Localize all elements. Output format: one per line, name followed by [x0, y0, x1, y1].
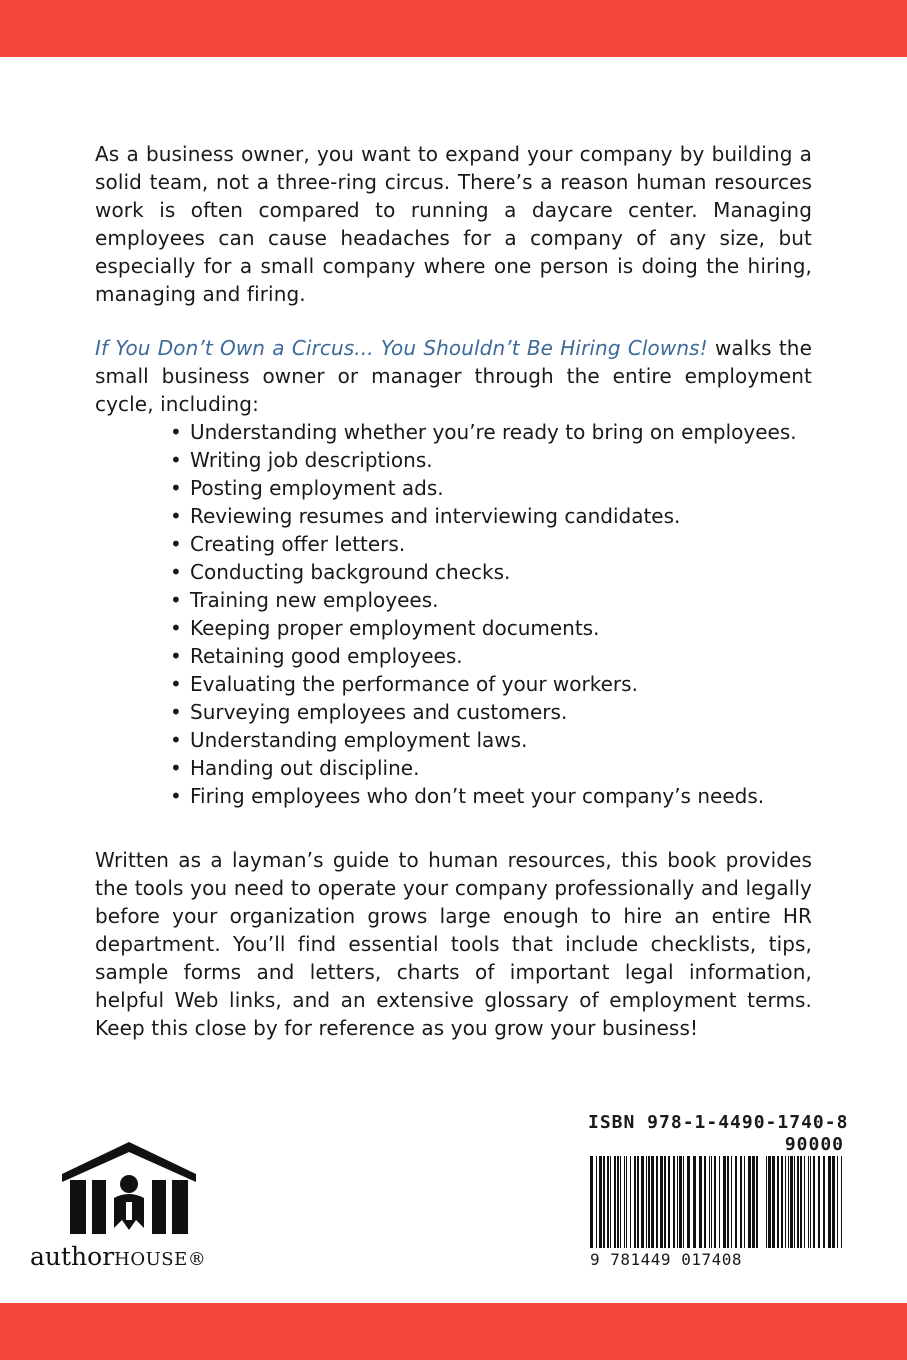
barcode-bar — [687, 1156, 690, 1248]
bullet-text: Evaluating the performance of your workers. — [190, 672, 638, 696]
bullet-text: Retaining good employees. — [190, 644, 463, 668]
barcode-bar — [610, 1156, 611, 1248]
lead-rest-text: walks the small business owner or manager through the entire employment cycle, including: — [95, 336, 812, 416]
isbn-barcode-block — [588, 1112, 848, 1272]
barcode-bar — [664, 1156, 666, 1248]
barcode-bar — [590, 1156, 593, 1248]
bullet-item — [170, 502, 812, 530]
barcode-bar — [677, 1156, 678, 1248]
barcode-bar — [735, 1156, 737, 1248]
intro-paragraph: As a business owner, you want to expand your company by building a solid team, not a three-ring circus. There’s a reason human resources work is often compared to running a daycare center. Managing employees can cause headaches for a company of any size, but especially for a small company where one person is doing the hiring, managing and firing. — [95, 142, 812, 306]
barcode-bar — [668, 1156, 670, 1248]
bullet-item — [170, 586, 812, 614]
barcode-bar — [704, 1156, 706, 1248]
bullet-item — [170, 642, 812, 670]
barcode-bar — [794, 1156, 795, 1248]
registered-mark: ® — [187, 1249, 207, 1270]
house-book-icon — [58, 1140, 200, 1236]
isbn-number: ISBN 978-1-4490-1740-8 — [588, 1112, 849, 1133]
barcode-bar — [641, 1156, 644, 1248]
bullet-dot: • — [170, 644, 182, 668]
bullet-text: Keeping proper employment documents. — [190, 616, 600, 640]
barcode-bar — [766, 1156, 767, 1248]
topic-bullet-list — [95, 418, 812, 810]
barcode-bar — [837, 1156, 838, 1248]
barcode-bar — [714, 1156, 716, 1248]
barcode-bar — [626, 1156, 627, 1248]
bullet-text: Posting employment ads. — [190, 476, 444, 500]
barcode-bar — [785, 1156, 786, 1248]
bullet-item — [170, 754, 812, 782]
barcode-bar — [620, 1156, 621, 1248]
barcode-bar — [599, 1156, 602, 1248]
bullet-dot: • — [170, 420, 182, 444]
barcode-bar — [804, 1156, 805, 1248]
barcode-bar — [673, 1156, 675, 1248]
barcode-bar — [596, 1156, 597, 1248]
barcode-bar — [752, 1156, 755, 1248]
top-color-band — [0, 0, 907, 57]
bullet-dot: • — [170, 700, 182, 724]
barcode-bar — [781, 1156, 783, 1248]
barcode-bar — [614, 1156, 616, 1248]
barcode-bar — [823, 1156, 825, 1248]
barcode-bar — [748, 1156, 751, 1248]
barcode-bar — [683, 1156, 684, 1248]
bullet-dot: • — [170, 448, 182, 472]
barcode-bar — [740, 1156, 742, 1248]
back-cover-copy — [95, 140, 812, 1042]
bullet-dot: • — [170, 756, 182, 780]
bullet-item — [170, 614, 812, 642]
bullet-text: Surveying employees and customers. — [190, 700, 568, 724]
bullet-dot: • — [170, 588, 182, 612]
bullet-text: Conducting background checks. — [190, 560, 511, 584]
barcode-bars — [590, 1156, 760, 1248]
bullet-item — [170, 446, 812, 474]
price-addon-bars — [766, 1156, 844, 1248]
book-title-italic: If You Don’t Own a Circus... You Shouldn’t Be Hiring Clowns! — [95, 336, 708, 360]
bottom-color-band — [0, 1303, 907, 1360]
barcode-bar — [808, 1156, 809, 1248]
barcode-bar — [660, 1156, 663, 1248]
barcode-bar — [651, 1156, 654, 1248]
barcode-bar — [646, 1156, 647, 1248]
barcode-bar — [818, 1156, 820, 1248]
barcode-bar — [648, 1156, 650, 1248]
bullet-text: Reviewing resumes and interviewing candidates. — [190, 504, 681, 528]
bullet-item — [170, 782, 812, 810]
barcode-bar — [777, 1156, 779, 1248]
bullet-dot: • — [170, 476, 182, 500]
bullet-dot: • — [170, 616, 182, 640]
bullet-text: Writing job descriptions. — [190, 448, 433, 472]
barcode-digits: 9 781449 017408 — [590, 1250, 742, 1269]
barcode-bar — [756, 1156, 758, 1248]
publisher-name-part2: HOUSE — [114, 1249, 188, 1270]
bullet-item — [170, 726, 812, 754]
barcode-bar — [790, 1156, 793, 1248]
barcode-bar — [617, 1156, 619, 1248]
barcode-bar — [731, 1156, 732, 1248]
price-code: 90000 — [784, 1134, 844, 1155]
bullet-text: Firing employees who don’t meet your company’s needs. — [190, 784, 765, 808]
barcode-bar — [634, 1156, 636, 1248]
bullet-dot: • — [170, 784, 182, 808]
bullet-text: Understanding employment laws. — [190, 728, 528, 752]
bullet-dot: • — [170, 504, 182, 528]
barcode-bar — [637, 1156, 639, 1248]
barcode-bar — [679, 1156, 682, 1248]
barcode-bar — [800, 1156, 802, 1248]
bullet-dot: • — [170, 532, 182, 556]
barcode-bar — [813, 1156, 815, 1248]
bullet-dot: • — [170, 728, 182, 752]
barcode-bar — [711, 1156, 712, 1248]
bullet-item — [170, 670, 812, 698]
bullet-item — [170, 530, 812, 558]
lead-paragraph — [95, 334, 812, 418]
bullet-dot: • — [170, 560, 182, 584]
bullet-item — [170, 474, 812, 502]
barcode-bar — [624, 1156, 625, 1248]
barcode-bar — [828, 1156, 831, 1248]
barcode-bar — [772, 1156, 775, 1248]
bullet-text: Handing out discipline. — [190, 756, 420, 780]
barcode-bar — [603, 1156, 605, 1248]
bullet-item — [170, 418, 812, 446]
barcode-bar — [832, 1156, 835, 1248]
barcode-bar — [841, 1156, 842, 1248]
publisher-logo — [30, 1140, 260, 1280]
barcode-bar — [723, 1156, 726, 1248]
publisher-name-part1: author — [30, 1242, 115, 1271]
barcode-bar — [727, 1156, 729, 1248]
barcode-bar — [744, 1156, 745, 1248]
barcode-bar — [630, 1156, 631, 1248]
closing-paragraph: Written as a layman’s guide to human resources, this book provides the tools you need to operate your company professionally and legally before your organization grows large enough to hire an entire HR department. You’ll find essential tools that include checklists, tips, sample forms and letters, charts of important legal information, helpful Web links, and an extensive glossary of employment terms. Keep this close by for reference as you grow your business! — [95, 848, 812, 1040]
bullet-text: Training new employees. — [190, 588, 439, 612]
barcode-bar — [768, 1156, 771, 1248]
barcode-bar — [788, 1156, 789, 1248]
bullet-dot: • — [170, 672, 182, 696]
bullet-item — [170, 558, 812, 586]
barcode-bar — [719, 1156, 720, 1248]
barcode-bar — [810, 1156, 811, 1248]
barcode-bar — [699, 1156, 702, 1248]
barcode-bar — [607, 1156, 609, 1248]
barcode-bar — [797, 1156, 799, 1248]
barcode-bar — [693, 1156, 696, 1248]
bullet-text: Creating offer letters. — [190, 532, 406, 556]
bullet-text: Understanding whether you’re ready to bring on employees. — [190, 420, 797, 444]
publisher-name — [30, 1242, 206, 1271]
bullet-item — [170, 698, 812, 726]
barcode-bar — [656, 1156, 658, 1248]
barcode-bar — [709, 1156, 710, 1248]
